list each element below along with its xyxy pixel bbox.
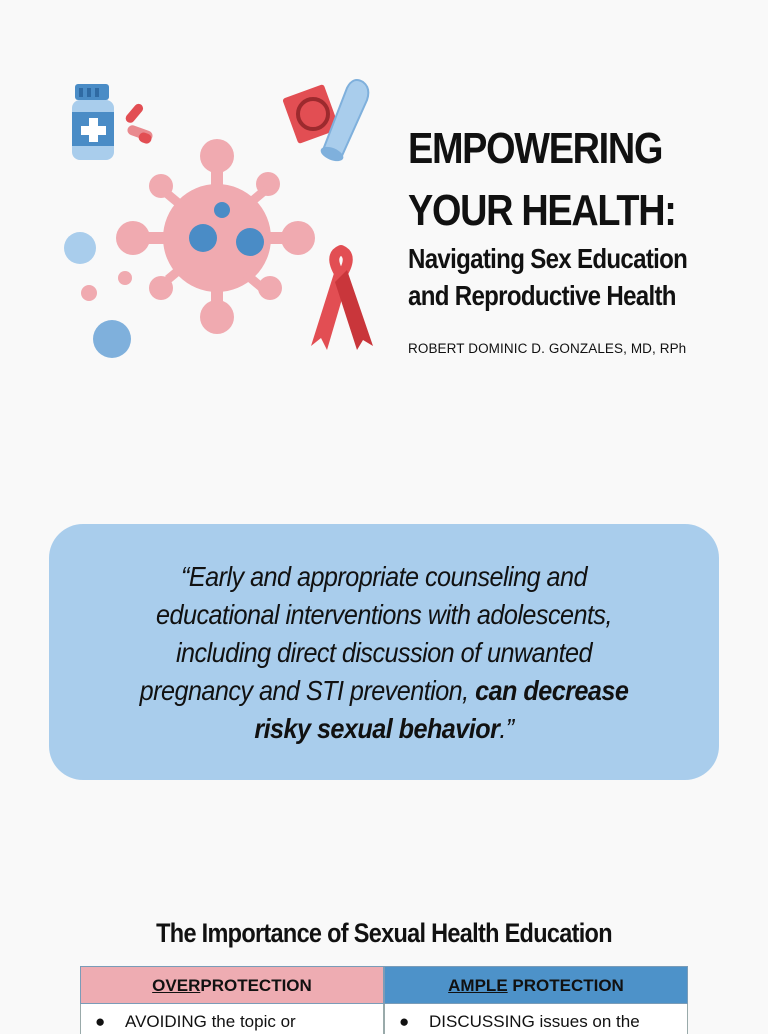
quote-box [49, 524, 719, 780]
page-title-line-2: YOUR HEALTH: [408, 186, 676, 235]
overprotection-list-item [80, 1004, 384, 1034]
ample-item-text: DISCUSSING issues on the [429, 1012, 640, 1031]
overprotection-item-text: AVOIDING the topic or [125, 1012, 296, 1031]
pills-icon [124, 102, 154, 145]
quote-emphasis-1: can decrease [475, 675, 629, 706]
ample-protection-header [384, 966, 688, 1004]
section-title: The Importance of Sexual Health Education [156, 918, 612, 948]
subtitle-line-2: and Reproductive Health [408, 280, 676, 311]
quote-line-4 [83, 672, 686, 710]
quote-line-5 [83, 710, 686, 748]
page-title-line-1: EMPOWERING [408, 124, 663, 173]
virus-spot [214, 202, 230, 218]
quote-line-3: including direct discussion of unwanted [175, 637, 592, 668]
virus-spot [189, 224, 217, 252]
author-name: ROBERT DOMINIC D. GONZALES, MD, RPh [408, 341, 687, 356]
overprotection-header-underlined: OVER [152, 976, 201, 995]
page-subtitle [408, 240, 687, 314]
ample-protection-list-item [384, 1004, 688, 1034]
decorative-bubble [93, 320, 131, 358]
awareness-ribbon-icon [311, 250, 373, 350]
quote-line-5-end: .” [499, 713, 514, 744]
quote-emphasis-2: risky sexual behavior [254, 713, 500, 744]
quote-line-4-plain: pregnancy and STI prevention, [139, 675, 476, 706]
subtitle-line-1: Navigating Sex Education [408, 243, 688, 274]
medicine-bottle-icon [72, 84, 114, 160]
overprotection-header [80, 966, 384, 1004]
ample-header-underlined: AMPLE [448, 976, 508, 995]
overprotection-header-rest: PROTECTION [200, 976, 312, 995]
decorative-bubble [64, 232, 96, 264]
quote-line-2: educational interventions with adolescents, [156, 599, 612, 630]
bullet-icon: ● [95, 1012, 106, 1031]
quote-line-1: “Early and appropriate counseling and [181, 561, 587, 592]
title-block [408, 118, 758, 311]
health-illustration [55, 70, 385, 370]
quote-text [49, 558, 719, 748]
ample-header-rest: PROTECTION [507, 976, 624, 995]
comparison-table [80, 966, 688, 1031]
virus-spot [236, 228, 264, 256]
bullet-icon: ● [399, 1012, 410, 1031]
